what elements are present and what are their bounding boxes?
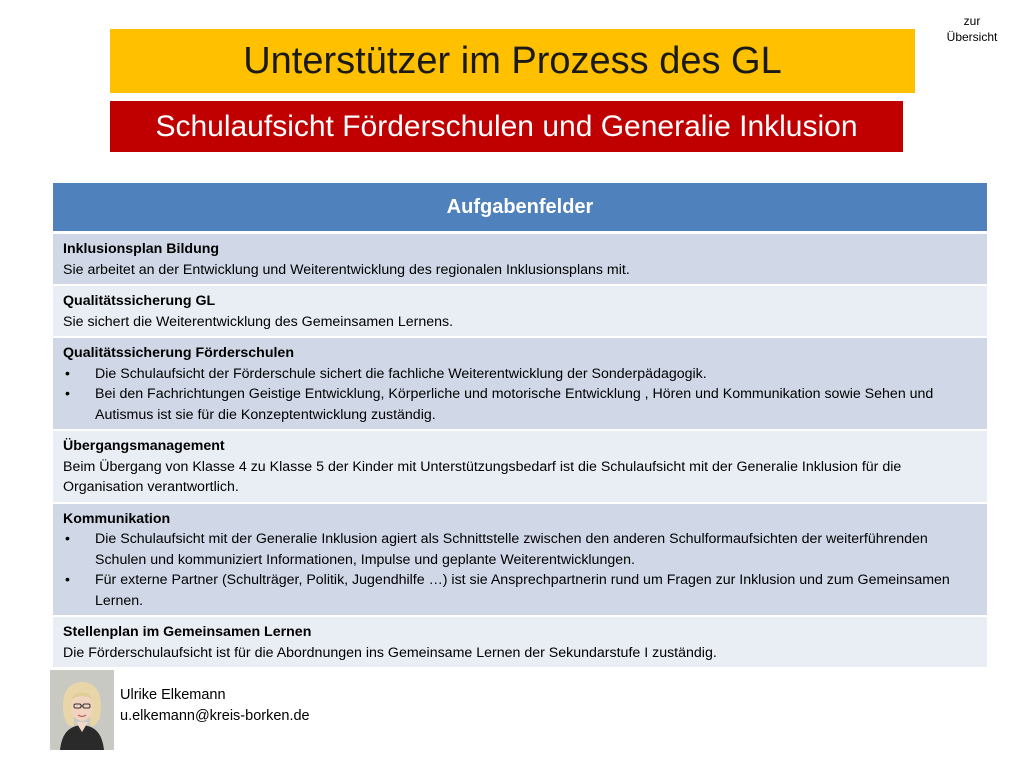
contact-block (50, 670, 450, 750)
contact-name: Ulrike Elkemann (120, 687, 226, 703)
row-text: Sie sichert die Weiterentwicklung des Gemeinsamen Lernens. (63, 313, 454, 330)
person-photo-icon (50, 670, 114, 750)
bullet-item: • Bei den Fachrichtungen Geistige Entwicklung, Körperliche und motorische Entwicklung , Hören und Kommunikation sowie Sehen und Autismus ist sie für die Konzeptentwicklung zuständig. (63, 384, 977, 425)
table-row-uebergang (53, 431, 987, 504)
page-subtitle: Schulaufsicht Förderschulen und Generalie Inklusion (155, 109, 858, 143)
row-title: Inklusionsplan Bildung (63, 241, 220, 257)
overview-link-line2: Übersicht (946, 30, 998, 44)
overview-link-line1: zur (963, 14, 981, 28)
row-text: Beim Übergang von Klasse 4 zu Klasse 5 der Kinder mit Unterstützungsbedarf ist die Schulaufsicht mit der Generalie Inklusion für die Organisation verantwortlich. (63, 458, 902, 495)
bullet-item: • Die Schulaufsicht der Förderschule sichert die fachliche Weiterentwicklung der Sonderpädagogik. (63, 364, 977, 385)
bullet-list (63, 529, 977, 611)
row-title: Stellenplan im Gemeinsamen Lernen (63, 624, 312, 640)
table-row-qualitaet-foerderschulen (53, 338, 987, 431)
tasks-table (53, 183, 987, 669)
row-text: Sie arbeitet an der Entwicklung und Weiterentwicklung des regionalen Inklusionsplans mit. (63, 261, 630, 278)
table-row-inklusionsplan (53, 234, 987, 286)
bullet-item: • Für externe Partner (Schulträger, Politik, Jugendhilfe …) ist sie Ansprechpartnerin rund um Fragen zur Inklusion und zum Gemeinsamen Lernen. (63, 570, 977, 611)
bullet-list (63, 364, 977, 426)
row-title: Qualitätssicherung Förderschulen (63, 345, 294, 361)
row-title: Übergangsmanagement (63, 438, 225, 454)
table-header-label: Aufgabenfelder (446, 195, 594, 218)
title-banner (110, 29, 915, 93)
row-title: Kommunikation (63, 510, 171, 527)
subtitle-banner (110, 101, 903, 152)
bullet-item: • Die Schulaufsicht mit der Generalie Inklusion agiert als Schnittstelle zwischen den anderen Schulformaufsichten der weiterführenden Schulen und kommuniziert Informationen, Impulse und geplante Weiterentwicklungen. (63, 529, 977, 570)
table-row-kommunikation (53, 504, 987, 618)
page-title: Unterstützer im Prozess des GL (243, 39, 782, 82)
table-row-qualitaet-gl (53, 286, 987, 338)
table-header (53, 183, 987, 234)
row-title: Qualitätssicherung GL (63, 293, 216, 309)
contact-email[interactable]: u.elkemann@kreis-borken.de (120, 708, 310, 724)
table-row-stellenplan (53, 617, 987, 669)
overview-link[interactable] (930, 13, 1014, 45)
row-text: Die Förderschulaufsicht ist für die Abordnungen ins Gemeinsame Lernen der Sekundarstufe I zuständig. (63, 644, 717, 661)
